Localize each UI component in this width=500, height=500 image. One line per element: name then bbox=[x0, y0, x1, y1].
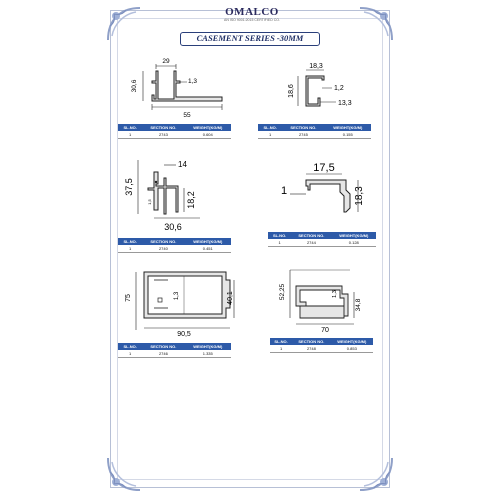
spec-table-2745 bbox=[258, 124, 371, 139]
col-section: SECTION NO. bbox=[292, 338, 330, 345]
cell-weight: 0.604 bbox=[184, 131, 231, 139]
dim-left: 1 bbox=[280, 185, 288, 197]
dim-right: 34,8 bbox=[355, 298, 362, 312]
col-section: SECTION NO. bbox=[142, 238, 184, 245]
company-logo bbox=[220, 6, 284, 22]
table-row bbox=[118, 350, 231, 358]
ornament-corner-icon bbox=[106, 6, 142, 42]
section-drawing-2743 bbox=[130, 55, 240, 120]
cell-section: 2740 bbox=[142, 245, 184, 253]
col-sl: SL.NO. bbox=[118, 343, 142, 350]
col-sl: SL.NO. bbox=[270, 338, 292, 345]
dim-width: 90,5 bbox=[177, 331, 191, 338]
dim-top: 18,3 bbox=[309, 63, 323, 70]
table-row bbox=[270, 345, 373, 353]
col-sl: SL.NO. bbox=[118, 238, 142, 245]
dim-height: 18,6 bbox=[288, 84, 295, 98]
col-section: SECTION NO. bbox=[142, 343, 184, 350]
cell-sl: 1 bbox=[258, 131, 282, 139]
ornament-corner-icon bbox=[106, 456, 142, 492]
dim-inner: 1,3 bbox=[332, 290, 338, 298]
dim-top: 29 bbox=[162, 58, 170, 65]
dim-height: 37,5 bbox=[124, 178, 134, 196]
col-weight: WEIGHT(KG/M) bbox=[331, 338, 373, 345]
cell-sl: 1 bbox=[118, 350, 142, 358]
cell-sl: 1 bbox=[118, 131, 142, 139]
dim-height: 30,6 bbox=[131, 79, 138, 93]
table-row bbox=[268, 239, 376, 247]
dim-top: 14 bbox=[178, 160, 187, 169]
dim-width: 13,3 bbox=[338, 100, 352, 107]
ornament-corner-icon bbox=[358, 456, 394, 492]
dim-height: 18,3 bbox=[354, 186, 365, 206]
page-title: CASEMENT SERIES -30MM bbox=[180, 32, 320, 46]
col-section: SECTION NO. bbox=[282, 124, 324, 131]
dim-right: 40,1 bbox=[227, 291, 234, 305]
section-drawing-2748 bbox=[270, 262, 380, 334]
col-weight: WEIGHT(KG/M) bbox=[184, 124, 231, 131]
col-section: SECTION NO. bbox=[291, 232, 331, 239]
spec-table-2748 bbox=[270, 338, 373, 353]
col-weight: WEIGHT(KG/M) bbox=[184, 238, 231, 245]
cell-section: 2746 bbox=[142, 350, 184, 358]
dim-inner: 1,3 bbox=[174, 291, 180, 301]
col-weight: WEIGHT(KG/M) bbox=[324, 124, 371, 131]
table-row bbox=[118, 245, 231, 253]
cell-section: 2744 bbox=[291, 239, 331, 247]
table-row bbox=[258, 131, 371, 139]
cell-weight: 0.451 bbox=[184, 245, 231, 253]
col-sl: SL.NO. bbox=[118, 124, 142, 131]
cell-weight: 0.853 bbox=[331, 345, 373, 353]
table-row bbox=[118, 131, 231, 139]
section-drawing-2740 bbox=[118, 150, 228, 235]
section-drawing-2745 bbox=[280, 58, 370, 113]
section-drawing-2744 bbox=[270, 150, 380, 230]
logo-tagline: AN ISO 9001:2015 CERTIFIED CO. bbox=[224, 18, 280, 22]
cell-sl: 1 bbox=[270, 345, 292, 353]
dim-top: 17,5 bbox=[313, 162, 335, 174]
spec-table-2740 bbox=[118, 238, 231, 253]
col-sl: SL.NO. bbox=[258, 124, 282, 131]
col-weight: WEIGHT(KG/M) bbox=[332, 232, 376, 239]
cell-weight: 0.155 bbox=[324, 131, 371, 139]
dim-height: 75 bbox=[125, 294, 132, 302]
logo-name: OMALCO bbox=[225, 6, 279, 18]
dim-thickness: 1,2 bbox=[334, 85, 344, 92]
col-weight: WEIGHT(KG/M) bbox=[184, 343, 231, 350]
cell-section: 2748 bbox=[292, 345, 330, 353]
dim-width: 55 bbox=[183, 112, 191, 119]
cell-section: 2745 bbox=[282, 131, 324, 139]
section-drawing-2746 bbox=[118, 258, 243, 343]
cell-sl: 1 bbox=[268, 239, 291, 247]
ornament-corner-icon bbox=[358, 6, 394, 42]
dim-width: 70 bbox=[321, 327, 329, 334]
dim-inner: 1,3 bbox=[188, 78, 198, 85]
col-sl: SL.NO. bbox=[268, 232, 291, 239]
dim-right: 18,2 bbox=[186, 191, 196, 209]
dim-inner: 1,5 bbox=[147, 199, 152, 205]
cell-section: 2743 bbox=[142, 131, 184, 139]
cell-weight: 0.128 bbox=[332, 239, 376, 247]
cell-weight: 1.335 bbox=[184, 350, 231, 358]
col-section: SECTION NO. bbox=[142, 124, 184, 131]
cell-sl: 1 bbox=[118, 245, 142, 253]
dim-width: 30,6 bbox=[164, 222, 182, 232]
spec-table-2743 bbox=[118, 124, 231, 139]
spec-table-2746 bbox=[118, 343, 231, 358]
dim-height: 52,25 bbox=[279, 283, 286, 301]
spec-table-2744 bbox=[268, 232, 376, 247]
